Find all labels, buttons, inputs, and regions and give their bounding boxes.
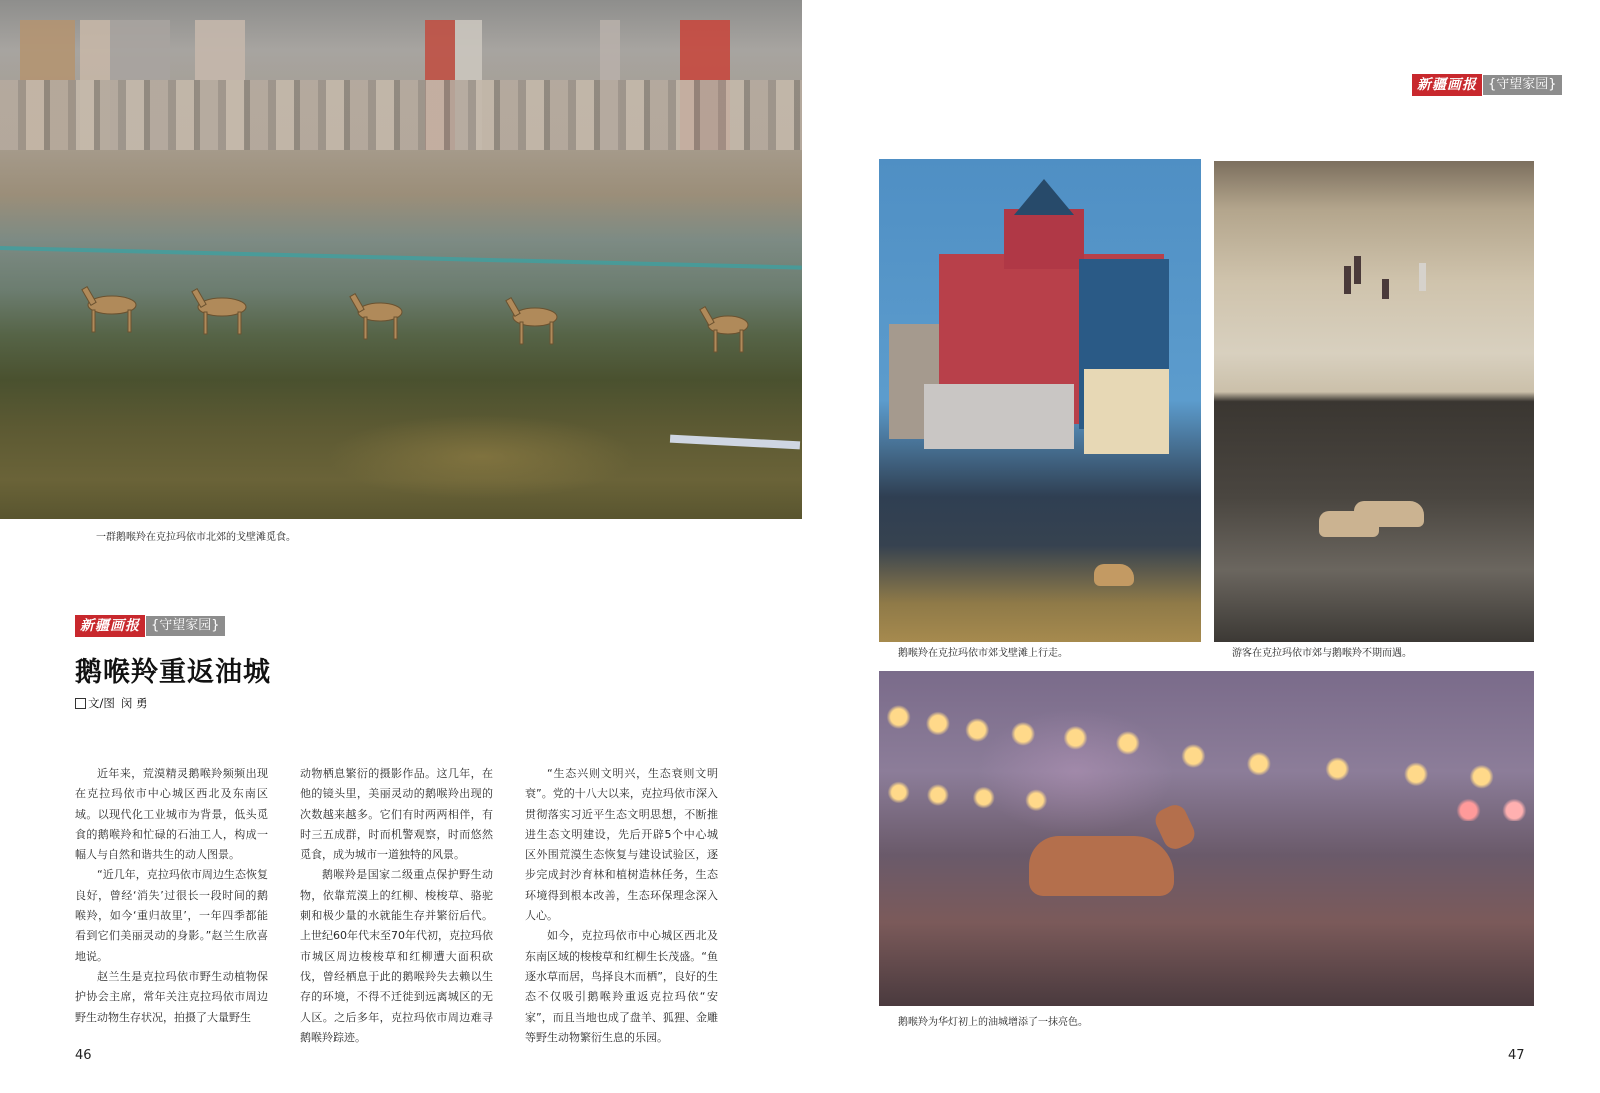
photo-tourists-gazelles — [1214, 161, 1534, 642]
paragraph: “生态兴则文明兴，生态衰则文明衰”。党的十八大以来，克拉玛依市深入贯彻落实习近平生态文明思想，不断推进生态文明建设，先后开辟5个中心城区外围荒漠生态恢复与建设试验区，逐步完成封沙育林和植树造林任务，生态环境得到根本改善，生态环保理念深入人心。 — [525, 767, 718, 923]
building — [924, 384, 1074, 449]
magazine-section-badge-right — [1412, 73, 1562, 97]
photo-gazelle-street-lights — [879, 671, 1534, 1006]
person — [1419, 263, 1426, 291]
gazelle-2 — [192, 289, 246, 334]
paragraph: 如今，克拉玛依市中心城区西北及东南区域的梭梭草和红柳生长茂盛。“鱼逐水草而居，鸟择良木而栖”，良好的生态不仅吸引鹅喉羚重返克拉玛依“安家”，而且当地也成了盘羊、狐狸、金雕等野生动物繁衍生息的乐园。 — [525, 929, 718, 1044]
paragraph: 鹅喉羚是国家二级重点保护野生动物，依靠荒漠上的红柳、梭梭草、骆驼刺和极少量的水就能生存并繁衍后代。上世纪60年代末至70年代初，克拉玛依市城区周边梭梭草和红柳遭大面积砍伐，曾经栖息于此的鹅喉羚失去赖以生存的环境，不得不迁徙到远离城区的无人区。之后多年，克拉玛依市周边难寻鹅喉羚踪迹。 — [300, 868, 493, 1044]
byline-square-icon — [75, 698, 86, 709]
body-column-3 — [525, 764, 718, 1048]
gazelle — [1094, 564, 1134, 586]
gazelle-4 — [506, 298, 557, 344]
gazelle-5 — [700, 307, 748, 352]
article-title: 鹅喉羚重返油城 — [75, 657, 271, 688]
byline-author: 闵 勇 — [120, 696, 148, 710]
person — [1382, 279, 1389, 299]
gazelle-3 — [350, 294, 402, 339]
byline-prefix: 文/图 — [88, 696, 115, 710]
building-roof — [1014, 179, 1074, 215]
photo-gazelle-city-tower — [879, 159, 1201, 642]
street-lights — [879, 691, 1534, 821]
page-number-right: 47 — [1508, 1048, 1525, 1063]
body-column-2 — [300, 764, 493, 1048]
body-column-1 — [75, 764, 268, 1028]
building — [1084, 369, 1169, 454]
magazine-logo: 新疆画报 — [1412, 74, 1482, 96]
hero-photo-caption: 一群鹅喉羚在克拉玛依市北郊的戈壁滩觅食。 — [96, 532, 296, 543]
page-number-left: 46 — [75, 1048, 92, 1063]
paragraph: “近几年，克拉玛依市周边生态恢复良好，曾经‘消失’过很长一段时间的鹅喉羚，如今‘重归故里’，一年四季都能看到它们美丽灵动的身影。”赵兰生欣喜地说。 — [75, 868, 268, 963]
paragraph: 赵兰生是克拉玛依市野生动植物保护协会主席，常年关注克拉玛依市周边野生动物生存状况，拍摄了大量野生 — [75, 969, 268, 1024]
gazelle — [1029, 836, 1174, 896]
section-tag: {守望家园} — [1483, 75, 1562, 95]
tower-photo-caption: 鹅喉羚在克拉玛依市郊戈壁滩上行走。 — [898, 648, 1068, 659]
magazine-section-badge — [75, 614, 225, 638]
person — [1344, 266, 1351, 294]
walk-photo-caption: 游客在克拉玛依市郊与鹅喉羚不期而遇。 — [1232, 648, 1412, 659]
paragraph: 动物栖息繁衍的摄影作品。这几年，在他的镜头里，美丽灵动的鹅喉羚出现的次数越来越多。它们有时两两相伴，有时三五成群，时而机警观察，时而悠然觅食，成为城市一道独特的风景。 — [300, 767, 493, 862]
gazelle — [1354, 501, 1424, 527]
person — [1354, 256, 1361, 284]
paragraph: 近年来，荒漠精灵鹅喉羚频频出现在克拉玛依市中心城区西北及东南区域。以现代化工业城市为背景，低头觅食的鹅喉羚和忙碌的石油工人，构成一幅人与自然和谐共生的动人图景。 — [75, 767, 268, 862]
gazelle-herd-illustration — [0, 0, 802, 519]
byline — [75, 695, 148, 711]
building — [1004, 209, 1084, 269]
night-photo-caption: 鹅喉羚为华灯初上的油城增添了一抹亮色。 — [898, 1017, 1088, 1028]
section-tag: {守望家园} — [146, 616, 225, 636]
magazine-logo: 新疆画报 — [75, 615, 145, 637]
hero-photo-gazelle-herd — [0, 0, 802, 519]
gazelle-1 — [82, 287, 136, 332]
